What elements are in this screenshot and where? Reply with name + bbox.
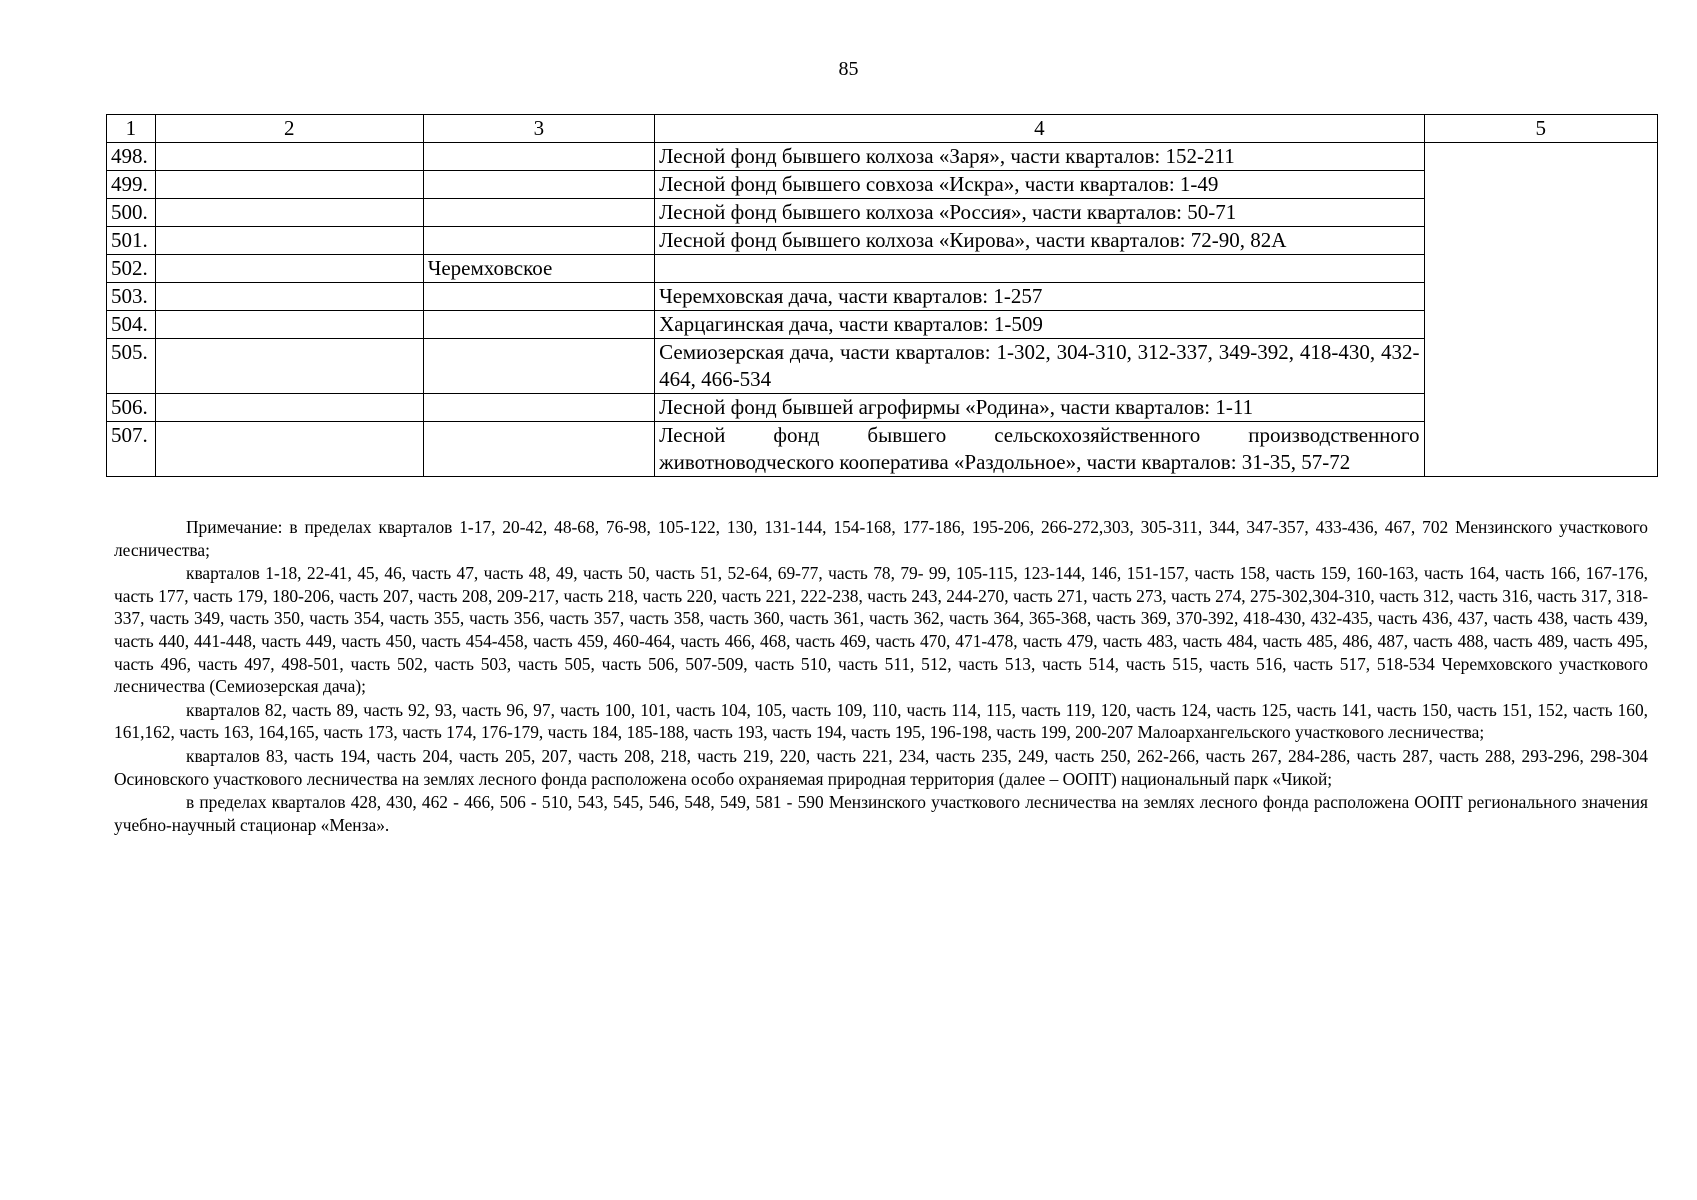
note-paragraph: в пределах кварталов 428, 430, 462 - 466, 506 - 510, 543, 545, 546, 548, 549, 581 - 590 Мензинского участкового лесничества на землях лесного фонда расположена ООПТ регионального значения учебно-научный стационар «Менза». bbox=[114, 792, 1648, 835]
note-paragraph: кварталов 83, часть 194, часть 204, часть 205, 207, часть 208, 218, часть 219, 220, часть 221, 234, часть 235, 249, часть 250, 262-266, часть 267, 284-286, часть 287, часть 288, 293-296, 298-304 Осиновского участкового лесничества на землях лесного фонда расположена особо охраняемая природная территория (далее – ООПТ) национальный парк «Чикой; bbox=[114, 745, 1648, 789]
row-number: 507. bbox=[107, 422, 156, 477]
cell-col2 bbox=[155, 227, 423, 255]
cell-col3 bbox=[423, 227, 654, 255]
cell-col2 bbox=[155, 394, 423, 422]
cell-col3 bbox=[423, 311, 654, 339]
row-number: 505. bbox=[107, 339, 156, 394]
row-number: 503. bbox=[107, 283, 156, 311]
row-number: 499. bbox=[107, 171, 156, 199]
column-header: 2 bbox=[155, 115, 423, 143]
column-header: 3 bbox=[423, 115, 654, 143]
note-paragraph: Примечание: в пределах кварталов 1-17, 20-42, 48-68, 76-98, 105-122, 130, 131-144, 154-168, 177-186, 195-206, 266-272,303, 305-311, 344, 347-357, 433-436, 467, 702 Мензинского участкового лесничества; bbox=[114, 517, 1648, 560]
cell-col3 bbox=[423, 394, 654, 422]
cell-col2 bbox=[155, 199, 423, 227]
cell-col3 bbox=[423, 199, 654, 227]
row-number: 498. bbox=[107, 143, 156, 171]
table-header-row bbox=[107, 115, 1658, 143]
cell-description: Лесной фонд бывшего колхоза «Россия», части кварталов: 50-71 bbox=[655, 199, 1424, 227]
column-header: 5 bbox=[1424, 115, 1657, 143]
cell-description: Лесной фонд бывшей агрофирмы «Родина», части кварталов: 1-11 bbox=[655, 394, 1424, 422]
cell-col3 bbox=[423, 171, 654, 199]
row-number: 506. bbox=[107, 394, 156, 422]
row-number: 502. bbox=[107, 255, 156, 283]
cell-description: Лесной фонд бывшего совхоза «Искра», части кварталов: 1-49 bbox=[655, 171, 1424, 199]
cell-col2 bbox=[155, 422, 423, 477]
cell-description: Семиозерская дача, части кварталов: 1-302, 304-310, 312-337, 349-392, 418-430, 432-464, 466-534 bbox=[655, 339, 1424, 394]
cell-description: Лесной фонд бывшего колхоза «Заря», части кварталов: 152-211 bbox=[655, 143, 1424, 171]
table-row bbox=[107, 143, 1658, 171]
cell-col2 bbox=[155, 339, 423, 394]
cell-col2 bbox=[155, 311, 423, 339]
column-header: 1 bbox=[107, 115, 156, 143]
cell-description bbox=[655, 255, 1424, 283]
cell-forestry-name: Черемховское bbox=[423, 255, 654, 283]
cell-col2 bbox=[155, 255, 423, 283]
row-number: 500. bbox=[107, 199, 156, 227]
cell-col3 bbox=[423, 283, 654, 311]
cell-description: Черемховская дача, части кварталов: 1-257 bbox=[655, 283, 1424, 311]
row-number: 504. bbox=[107, 311, 156, 339]
cell-col3 bbox=[423, 143, 654, 171]
cell-col2 bbox=[155, 143, 423, 171]
cell-col2 bbox=[155, 171, 423, 199]
cell-col3 bbox=[423, 339, 654, 394]
forestry-table bbox=[106, 114, 1658, 477]
note-paragraph: кварталов 82, часть 89, часть 92, 93, часть 96, 97, часть 100, 101, часть 104, 105, часть 109, 110, часть 114, 115, часть 119, 120, часть 124, часть 125, часть 141, часть 150, часть 151, 152, часть 160, 161,162, часть 163, 164,165, часть 173, часть 174, 176-179, часть 184, 185-188, часть 193, часть 194, часть 195, 196-198, часть 199, 200-207 Малоархангельского участкового лесничества; bbox=[114, 699, 1648, 743]
row-number: 501. bbox=[107, 227, 156, 255]
cell-description: Лесной фонд бывшего сельскохозяйственного производственного животноводческого кооператива «Раздольное», части кварталов: 31-35, 57-72 bbox=[655, 422, 1424, 477]
notes-section bbox=[114, 516, 1648, 837]
cell-col2 bbox=[155, 283, 423, 311]
cell-description: Харцагинская дача, части кварталов: 1-509 bbox=[655, 311, 1424, 339]
cell-col5 bbox=[1424, 143, 1657, 477]
page-number: 85 bbox=[838, 58, 859, 80]
cell-col3 bbox=[423, 422, 654, 477]
cell-description: Лесной фонд бывшего колхоза «Кирова», части кварталов: 72-90, 82А bbox=[655, 227, 1424, 255]
note-paragraph: кварталов 1-18, 22-41, 45, 46, часть 47, часть 48, 49, часть 50, часть 51, 52-64, 69-77, часть 78, 79- 99, 105-115, 123-144, 146, 151-157, часть 158, часть 159, 160-163, часть 164, часть 166, 167-176, часть 177, часть 179, 180-206, часть 207, часть 208, 209-217, часть 218, часть 220, часть 221, 222-238, часть 243, 244-270, часть 271, часть 273, часть 274, 275-302,304-310, часть 312, часть 316, часть 317, 318-337, часть 349, часть 350, часть 354, часть 355, часть 356, часть 357, часть 358, часть 360, часть 361, часть 362, часть 364, 365-368, часть 369, 370-392, 418-430, 432-435, часть 436, 437, часть 438, часть 439, часть 440, 441-448, часть 449, часть 450, часть 454-458, часть 459, 460-464, часть 466, 468, часть 469, часть 470, 471-478, часть 479, часть 483, часть 484, часть 485, 486, 487, часть 488, часть 489, часть 495, часть 496, часть 497, 498-501, часть 502, часть 503, часть 505, часть 506, 507-509, часть 510, часть 511, 512, часть 513, часть 514, часть 515, часть 516, часть 517, 518-534 Черемховского участкового лесничества (Семиозерская дача); bbox=[114, 563, 1648, 697]
column-header: 4 bbox=[655, 115, 1424, 143]
